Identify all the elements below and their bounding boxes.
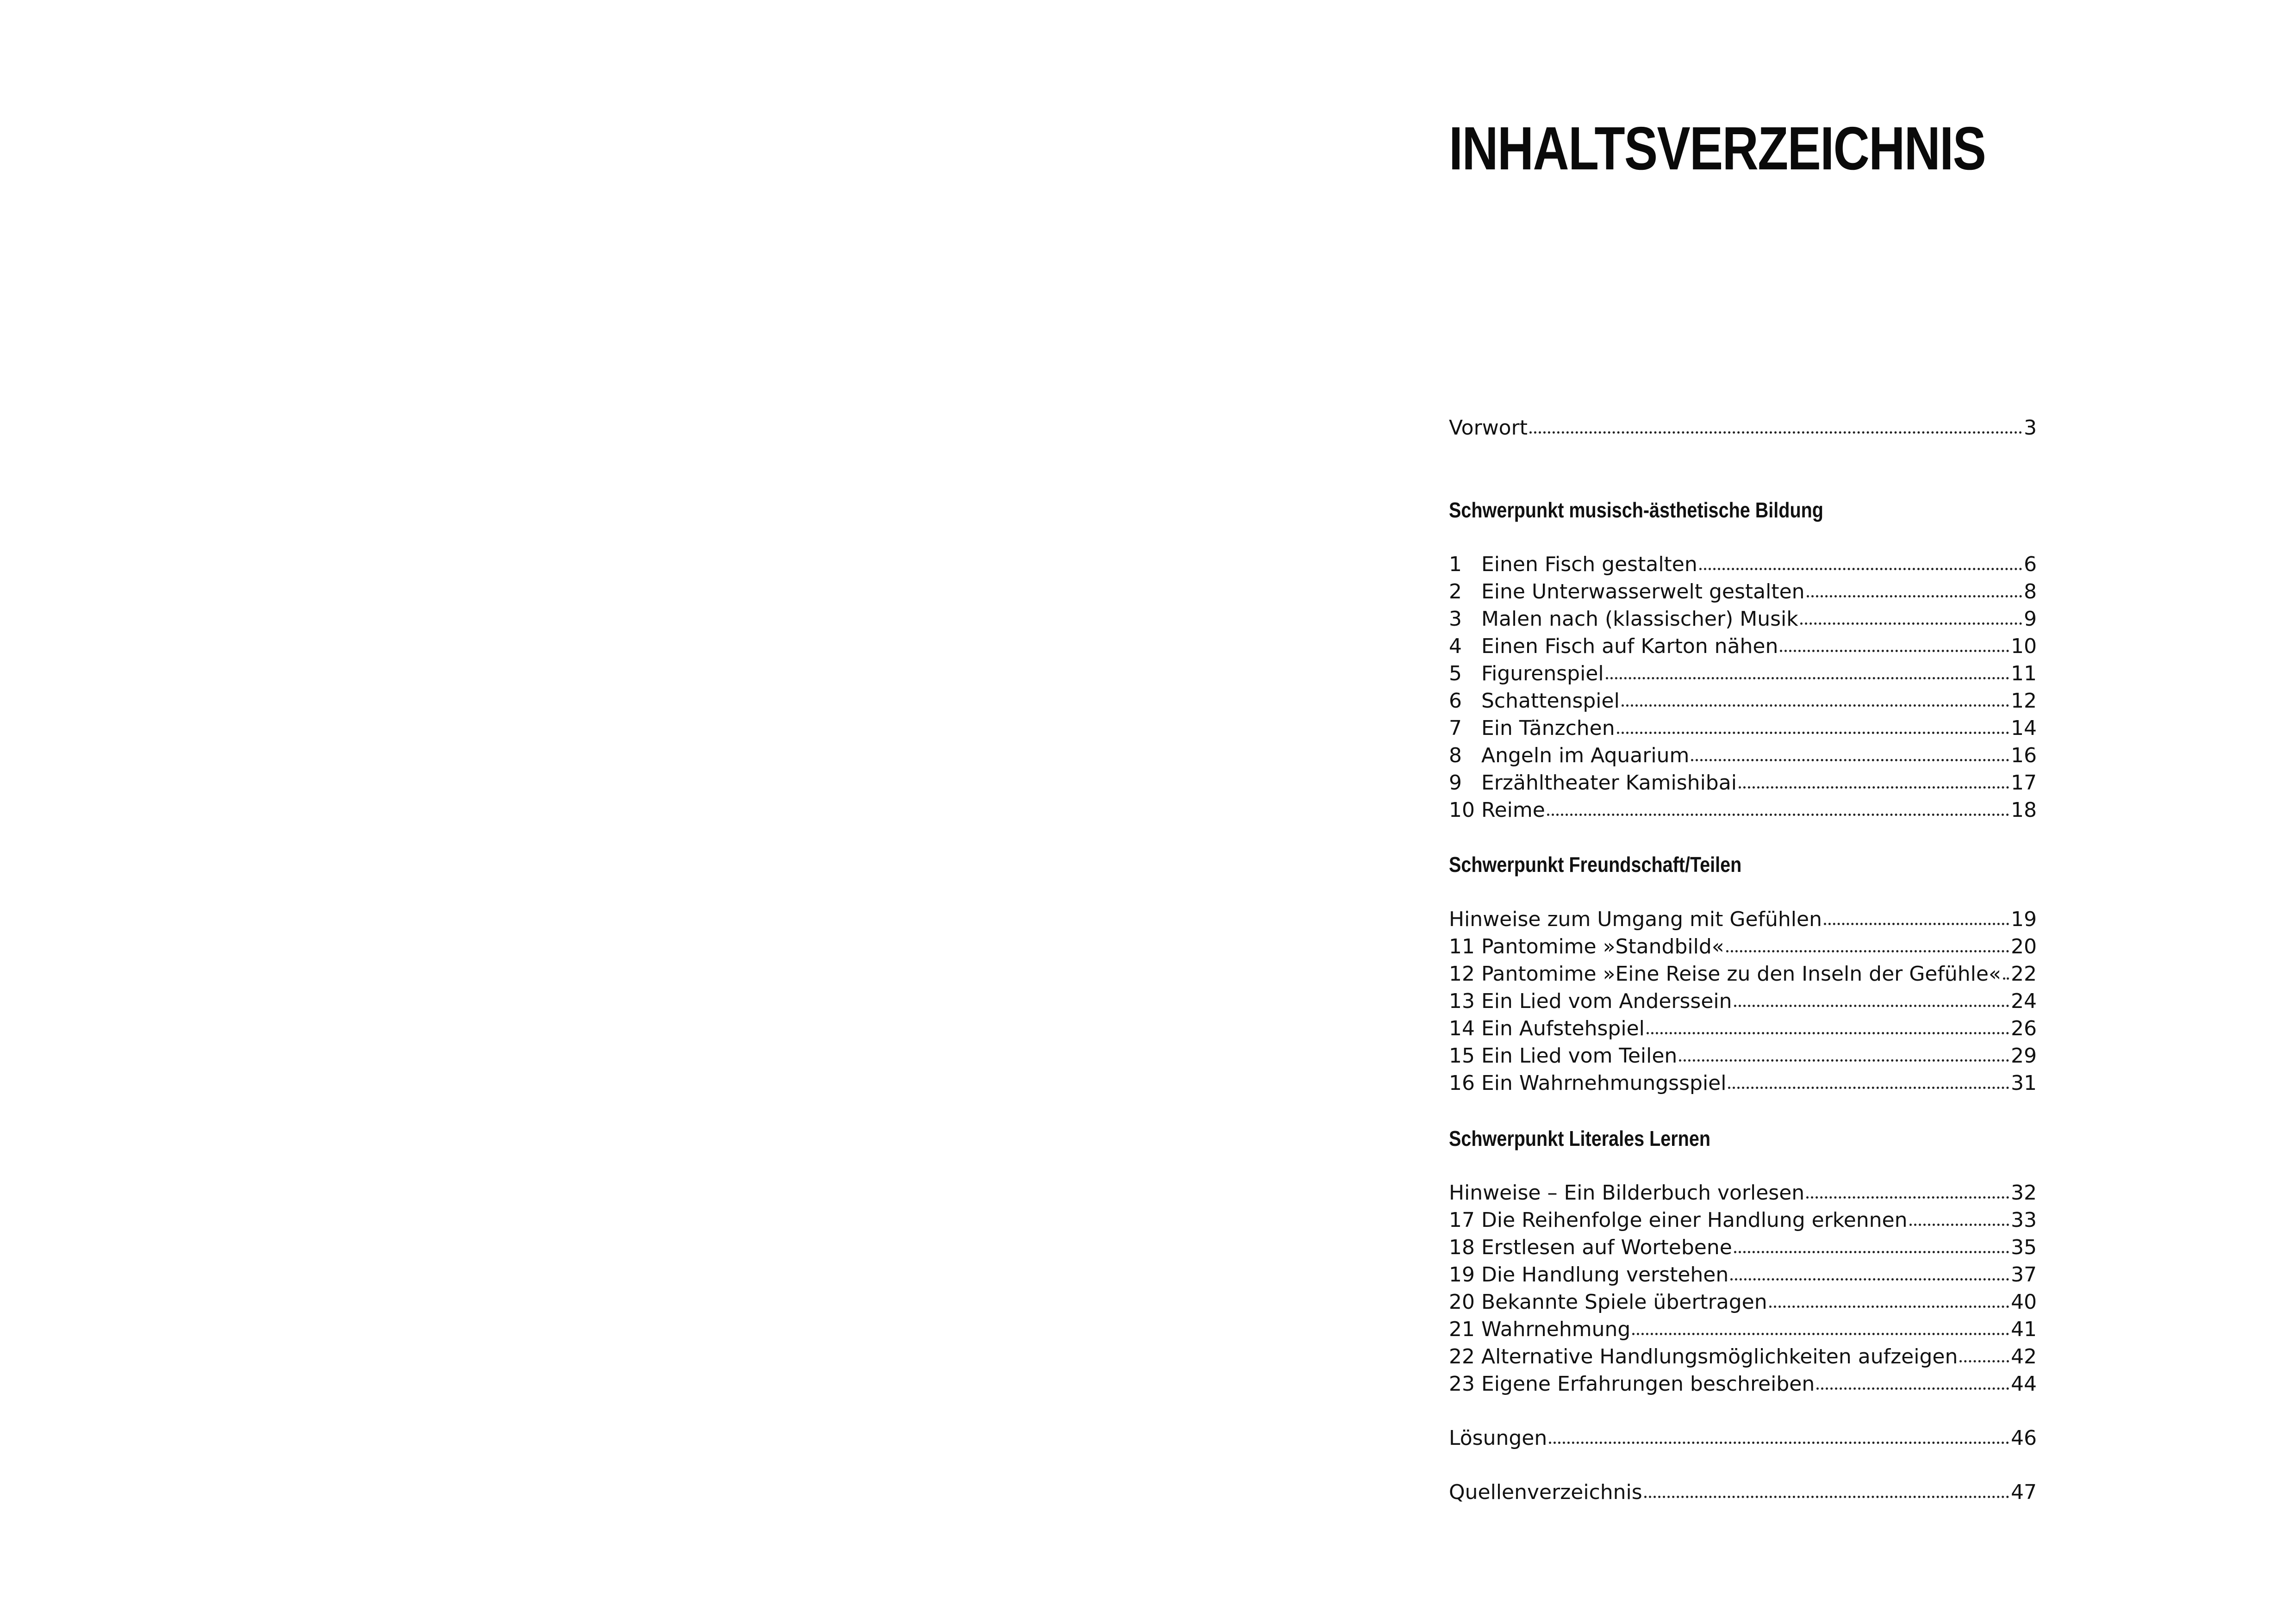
toc-entry-number: 14	[1449, 1017, 1475, 1040]
toc-entry-text: Figurenspiel	[1481, 662, 1604, 685]
toc-entry-number: 15	[1449, 1044, 1475, 1068]
toc-entry[interactable]	[1449, 578, 2037, 606]
toc-entry-text: Lösungen	[1449, 1426, 1547, 1450]
toc-entry-number: 11	[1449, 935, 1475, 958]
dot-leader	[1730, 1274, 2009, 1281]
dot-leader	[2003, 973, 2009, 980]
dot-leader	[1734, 1246, 2009, 1253]
toc-entry[interactable]	[1449, 742, 2037, 770]
toc-entry-text: Ein Aufstehspiel	[1481, 1017, 1645, 1040]
toc-page-number: 32	[2011, 1181, 2037, 1205]
toc-entry[interactable]	[1449, 1316, 2037, 1343]
toc-page-number: 47	[2011, 1480, 2037, 1504]
toc-entry[interactable]	[1449, 1015, 2037, 1043]
toc-entry[interactable]	[1449, 687, 2037, 715]
toc-page-number: 29	[2011, 1044, 2037, 1068]
toc-entry-number: 7	[1449, 716, 1462, 740]
toc-entry-number: 12	[1449, 962, 1475, 986]
toc-entry[interactable]	[1449, 1070, 2037, 1097]
toc-entry-number: 21	[1449, 1318, 1475, 1341]
toc-entry[interactable]	[1449, 660, 2037, 688]
toc-page-number: 16	[2011, 744, 2037, 767]
toc-entry-number: 22	[1449, 1345, 1475, 1368]
toc-entry-intro[interactable]	[1449, 906, 2037, 933]
right-page	[1148, 0, 2296, 1623]
toc-entry-text: Einen Fisch gestalten	[1481, 553, 1697, 576]
toc-page-number: 3	[2024, 416, 2037, 440]
dot-leader	[1780, 645, 2009, 652]
toc-page-number: 19	[2011, 908, 2037, 931]
toc-entry-text: Angeln im Aquarium	[1481, 744, 1690, 767]
dot-leader	[1699, 563, 2022, 570]
toc-entry[interactable]	[1449, 933, 2037, 961]
toc-page-number: 17	[2011, 771, 2037, 795]
toc-entry-number: 20	[1449, 1290, 1475, 1314]
toc-page-number: 40	[2011, 1290, 2037, 1314]
toc-entry-text: Malen nach (klassischer) Musik	[1481, 607, 1798, 631]
dot-leader	[1769, 1301, 2009, 1308]
toc-entry-vorwort[interactable]	[1449, 414, 2037, 442]
dot-leader	[1959, 1356, 2009, 1362]
toc-entry-number: 17	[1449, 1208, 1475, 1232]
toc-page-number: 35	[2011, 1236, 2037, 1259]
dot-leader	[1726, 945, 2009, 952]
dot-leader	[1549, 1437, 2009, 1444]
toc-entry-text: Erstlesen auf Wortebene	[1481, 1236, 1732, 1259]
dot-leader	[1529, 427, 2022, 434]
toc-page-number: 31	[2011, 1071, 2037, 1095]
toc-entry-text: Vorwort	[1449, 416, 1528, 440]
toc-entry-text: Reime	[1481, 798, 1545, 822]
toc-entry-text: Die Reihenfolge einer Handlung erkennen	[1481, 1208, 1908, 1232]
dot-leader	[1606, 672, 2009, 679]
toc-entry[interactable]	[1449, 551, 2037, 578]
toc-entry-number: 2	[1449, 580, 1462, 603]
toc-entry-quellen[interactable]	[1449, 1479, 2037, 1506]
toc-page-number: 20	[2011, 935, 2037, 958]
dot-leader	[1622, 700, 2009, 707]
toc-entry[interactable]	[1449, 1261, 2037, 1289]
toc-page-number: 14	[2011, 716, 2037, 740]
toc-entry-text: Hinweise zum Umgang mit Gefühlen	[1449, 908, 1822, 931]
toc-page-number: 18	[2011, 798, 2037, 822]
toc-entry-text: Quellenverzeichnis	[1449, 1480, 1642, 1504]
toc-entry[interactable]	[1449, 1234, 2037, 1262]
toc-entry[interactable]	[1449, 960, 2037, 988]
toc-entry-text: Ein Wahrnehmungsspiel	[1481, 1071, 1727, 1095]
toc-entry-text: Ein Lied vom Anderssein	[1481, 989, 1732, 1013]
toc-entry-loesungen[interactable]	[1449, 1424, 2037, 1452]
toc-page-number: 37	[2011, 1263, 2037, 1287]
toc-page-number: 10	[2011, 634, 2037, 658]
toc-entry-text: Hinweise – Ein Bilderbuch vorlesen	[1449, 1181, 1805, 1205]
toc-entry-number: 10	[1449, 798, 1475, 822]
toc-entry-number: 8	[1449, 744, 1462, 767]
toc-page-number: 46	[2011, 1426, 2037, 1450]
dot-leader	[1632, 1328, 2009, 1335]
dot-leader	[1800, 618, 2022, 625]
toc-entry-text: Einen Fisch auf Karton nähen	[1481, 634, 1778, 658]
dot-leader	[1734, 1000, 2009, 1007]
toc-entry[interactable]	[1449, 605, 2037, 633]
toc-entry-text: Schattenspiel	[1481, 689, 1620, 713]
dot-leader	[1807, 591, 2022, 597]
toc-entry[interactable]	[1449, 1343, 2037, 1371]
toc-entry[interactable]	[1449, 796, 2037, 824]
toc-entry-text: Erzähltheater Kamishibai	[1481, 771, 1737, 795]
toc-entry-number: 9	[1449, 771, 1462, 795]
toc-page-number: 33	[2011, 1208, 2037, 1232]
toc-page-number: 9	[2024, 607, 2037, 631]
toc-entry[interactable]	[1449, 1206, 2037, 1234]
toc-entry-number: 1	[1449, 553, 1462, 576]
dot-leader	[1691, 754, 2009, 761]
toc-entry-number: 5	[1449, 662, 1462, 685]
toc-entry-text: Die Handlung verstehen	[1481, 1263, 1729, 1287]
toc-entry-number: 18	[1449, 1236, 1475, 1259]
toc-entry-text: Bekannte Spiele übertragen	[1481, 1290, 1767, 1314]
toc-entry-number: 3	[1449, 607, 1462, 631]
dot-leader	[1679, 1055, 2009, 1062]
toc-entry[interactable]	[1449, 1370, 2037, 1398]
dot-leader	[1909, 1219, 2009, 1226]
dot-leader	[1728, 1082, 2009, 1089]
toc-entry[interactable]	[1449, 769, 2037, 797]
dot-leader	[1739, 782, 2009, 789]
toc-page-number: 11	[2011, 662, 2037, 685]
dot-leader	[1617, 727, 2009, 734]
toc-entry[interactable]	[1449, 1288, 2037, 1316]
toc-entry-text: Alternative Handlungsmöglichkeiten aufzeigen	[1481, 1345, 1958, 1368]
section-heading-literales-lernen: Schwerpunkt Literales Lernen	[1449, 1126, 1710, 1150]
section-heading-musisch: Schwerpunkt musisch-ästhetische Bildung	[1449, 498, 1823, 522]
toc-entry-number: 16	[1449, 1071, 1475, 1095]
dot-leader	[1644, 1491, 2009, 1498]
toc-entry[interactable]	[1449, 633, 2037, 660]
toc-page-number: 12	[2011, 689, 2037, 713]
toc-entry-number: 19	[1449, 1263, 1475, 1287]
toc-page-number: 22	[2011, 962, 2037, 986]
page-title: INHALTSVERZEICHNIS	[1449, 114, 1986, 182]
dot-leader	[1824, 918, 2009, 925]
toc-page-number: 8	[2024, 580, 2037, 603]
dot-leader	[1816, 1383, 2009, 1390]
toc-entry-number: 4	[1449, 634, 1462, 658]
dot-leader	[1806, 1192, 2009, 1199]
toc-page-number: 41	[2011, 1318, 2037, 1341]
toc-entry[interactable]	[1449, 988, 2037, 1015]
dot-leader	[1647, 1027, 2009, 1034]
toc-entry-number: 6	[1449, 689, 1462, 713]
toc-entry-text: Eine Unterwasserwelt gestalten	[1481, 580, 1805, 603]
toc-entry[interactable]	[1449, 1042, 2037, 1070]
toc-entry-text: Wahrnehmung	[1481, 1318, 1631, 1341]
toc-page-number: 42	[2011, 1345, 2037, 1368]
toc-page-number: 6	[2024, 553, 2037, 576]
toc-page-number: 44	[2011, 1372, 2037, 1396]
toc-entry-text: Pantomime »Eine Reise zu den Inseln der Gefühle«	[1481, 962, 2001, 986]
toc-entry-number: 13	[1449, 989, 1475, 1013]
section-heading-freundschaft: Schwerpunkt Freundschaft/Teilen	[1449, 852, 1742, 877]
toc-entry[interactable]	[1449, 715, 2037, 742]
toc-entry-number: 23	[1449, 1372, 1475, 1396]
toc-entry-text: Ein Tänzchen	[1481, 716, 1615, 740]
toc-page-number: 24	[2011, 989, 2037, 1013]
toc-entry-text: Eigene Erfahrungen beschreiben	[1481, 1372, 1815, 1396]
toc-entry-text: Pantomime »Standbild«	[1481, 935, 1724, 958]
toc-entry-intro[interactable]	[1449, 1179, 2037, 1207]
toc-page-number: 26	[2011, 1017, 2037, 1040]
toc-entry-text: Ein Lied vom Teilen	[1481, 1044, 1678, 1068]
dot-leader	[1547, 809, 2009, 816]
